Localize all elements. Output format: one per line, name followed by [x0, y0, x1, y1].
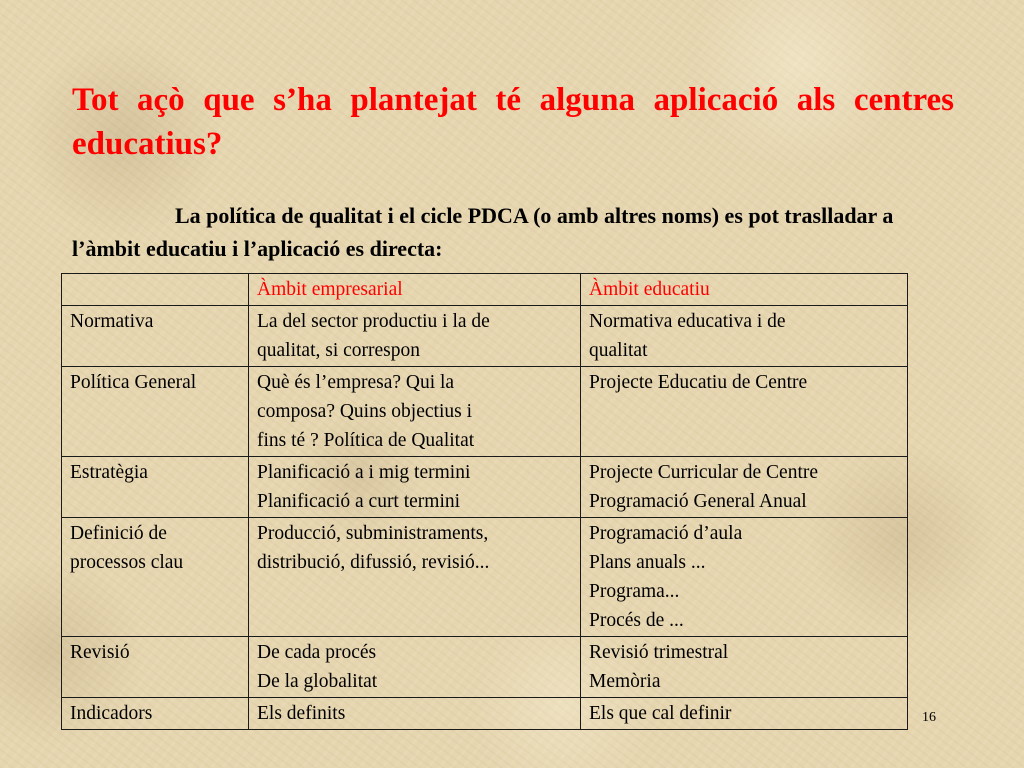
cell-line: Memòria [589, 671, 661, 692]
cell-line: Estratègia [70, 462, 148, 483]
educatiu-cell [581, 306, 908, 367]
cell-line: distribució, difussió, revisió... [257, 552, 490, 573]
empresarial-cell [249, 367, 581, 457]
empresarial-cell [249, 698, 581, 730]
cell-line: qualitat, si correspon [257, 340, 420, 361]
empresarial-cell [249, 518, 581, 637]
cell-line: Revisió [70, 642, 130, 663]
cell-line: qualitat [589, 340, 648, 361]
row-label-cell [62, 457, 249, 518]
educatiu-cell [581, 457, 908, 518]
table-row [62, 457, 908, 518]
cell-line: La del sector productiu i la de [257, 311, 490, 332]
cell-line: Normativa [70, 311, 154, 332]
table-row [62, 637, 908, 698]
cell-line: Projecte Curricular de Centre [589, 462, 819, 483]
cell-line: Programa... [589, 581, 680, 602]
table-row [62, 306, 908, 367]
table-row [62, 518, 908, 637]
cell-line: Política General [70, 372, 197, 393]
page-number: 16 [922, 710, 936, 725]
educatiu-cell [581, 367, 908, 457]
table-row [62, 367, 908, 457]
cell-line: Planificació a i mig termini [257, 462, 471, 483]
cell-line: Normativa educativa i de [589, 311, 786, 332]
slide-title: Tot açò que s’ha plantejat té alguna aplicació als centres educatius? [72, 82, 954, 162]
cell-line: composa? Quins objectius i [257, 401, 473, 422]
cell-line: Producció, subministraments, [257, 523, 489, 544]
cell-line: Programació General Anual [589, 491, 807, 512]
table-row [62, 698, 908, 730]
header-cell-educatiu: Àmbit educatiu [581, 274, 908, 306]
cell-line: Revisió trimestral [589, 642, 729, 663]
educatiu-cell [581, 637, 908, 698]
empresarial-cell [249, 637, 581, 698]
cell-line: Projecte Educatiu de Centre [589, 372, 808, 393]
row-label-cell [62, 518, 249, 637]
header-cell-empty [62, 274, 249, 306]
header-cell-empresarial: Àmbit empresarial [249, 274, 581, 306]
cell-line: Els definits [257, 703, 346, 724]
educatiu-cell [581, 518, 908, 637]
cell-line: Els que cal definir [589, 703, 732, 724]
cell-line: Definició de [70, 523, 167, 544]
cell-line: Plans anuals ... [589, 552, 706, 573]
cell-line: fins té ? Política de Qualitat [257, 430, 475, 451]
row-label-cell [62, 306, 249, 367]
row-label-cell [62, 637, 249, 698]
cell-line: Què és l’empresa? Qui la [257, 372, 455, 393]
educatiu-cell [581, 698, 908, 730]
cell-line: Procés de ... [589, 610, 684, 631]
empresarial-cell [249, 306, 581, 367]
empresarial-cell [249, 457, 581, 518]
cell-line: De la globalitat [257, 671, 378, 692]
cell-line: Indicadors [70, 703, 153, 724]
row-label-cell [62, 367, 249, 457]
row-label-cell [62, 698, 249, 730]
intro-paragraph: La política de qualitat i el cicle PDCA (o amb altres noms) es pot traslladar a l’àmbit educatiu i l’aplicació es directa: [72, 203, 894, 261]
comparison-table [61, 273, 908, 730]
cell-line: Planificació a curt termini [257, 491, 461, 512]
table-header-row [62, 274, 908, 306]
cell-line: Programació d’aula [589, 523, 743, 544]
cell-line: De cada procés [257, 642, 377, 663]
cell-line: processos clau [70, 552, 184, 573]
